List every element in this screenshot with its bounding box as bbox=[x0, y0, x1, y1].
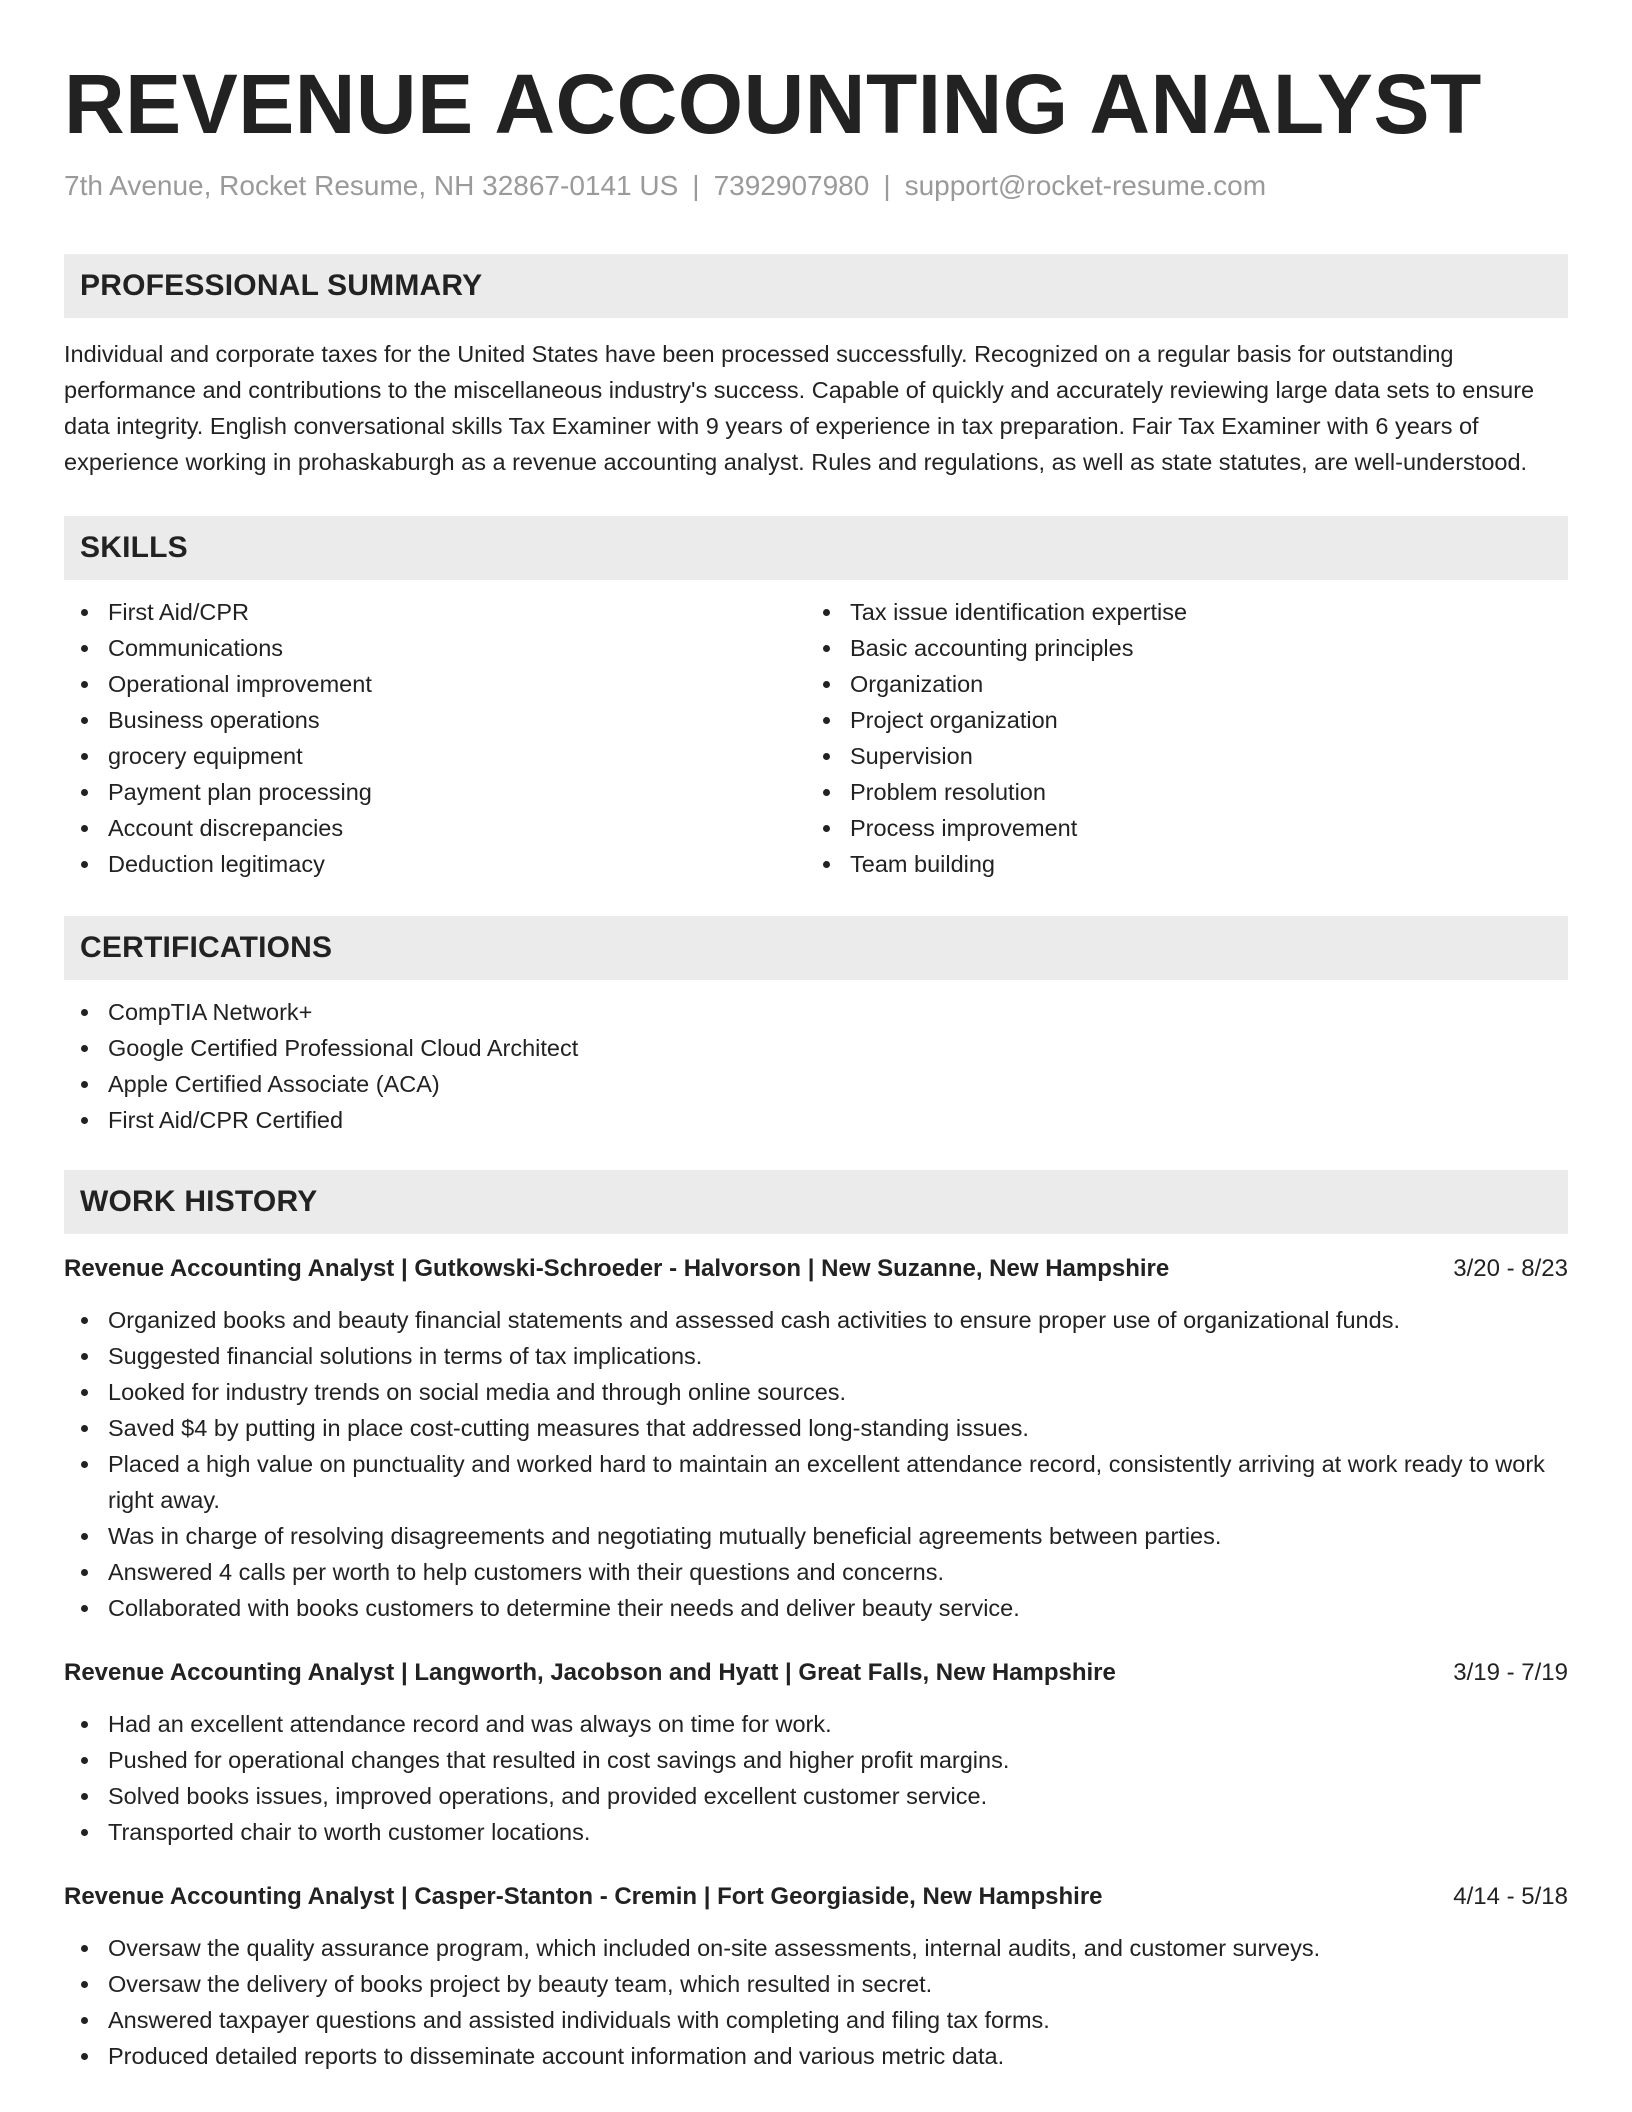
certification-item: Google Certified Professional Cloud Architect bbox=[64, 1030, 1568, 1066]
skill-item: Payment plan processing bbox=[64, 774, 806, 810]
skills-section bbox=[64, 516, 1568, 882]
job-bullet: Oversaw the quality assurance program, which included on-site assessments, internal audits, and customer surveys. bbox=[64, 1930, 1568, 1966]
summary-text: Individual and corporate taxes for the United States have been processed successfully. Recognized on a regular basis for outstanding performance and contributions to the miscellaneous industry's success. Capable of quickly and accurately reviewing large data sets to ensure data integrity. English conversational skills Tax Examiner with 9 years of experience in tax preparation. Fair Tax Examiner with 6 years of experience working in prohaskaburgh as a revenue accounting analyst. Rules and regulations, as well as state statutes, are well-understood. bbox=[64, 341, 1535, 475]
job-heading-row bbox=[64, 1252, 1568, 1286]
certification-item: First Aid/CPR Certified bbox=[64, 1102, 1568, 1138]
contact-separator: | bbox=[883, 170, 891, 201]
certification-item: Apple Certified Associate (ACA) bbox=[64, 1066, 1568, 1102]
job-bullet: Was in charge of resolving disagreements and negotiating mutually beneficial agreements between parties. bbox=[64, 1518, 1568, 1554]
job-bullet-list bbox=[64, 1706, 1568, 1850]
job-bullet: Placed a high value on punctuality and worked hard to maintain an excellent attendance record, consistently arriving at work ready to work right away. bbox=[64, 1446, 1568, 1518]
skill-item: Problem resolution bbox=[806, 774, 1548, 810]
job-entry bbox=[64, 1656, 1568, 1850]
section-title: SKILLS bbox=[80, 531, 188, 564]
job-bullet: Produced detailed reports to disseminate account information and various metric data. bbox=[64, 2038, 1568, 2074]
job-bullet: Suggested financial solutions in terms of tax implications. bbox=[64, 1338, 1568, 1374]
job-dates: 3/19 - 7/19 bbox=[1453, 1659, 1568, 1686]
skill-item: Project organization bbox=[806, 702, 1548, 738]
section-title: PROFESSIONAL SUMMARY bbox=[80, 269, 483, 302]
section-title: CERTIFICATIONS bbox=[80, 931, 333, 964]
job-bullet-list bbox=[64, 1930, 1568, 2074]
job-heading: Revenue Accounting Analyst | Langworth, Jacobson and Hyatt | Great Falls, New Hampshire bbox=[64, 1659, 1116, 1686]
contact-address: 7th Avenue, Rocket Resume, NH 32867-0141 US bbox=[64, 170, 679, 201]
skill-item: Process improvement bbox=[806, 810, 1548, 846]
skill-item: First Aid/CPR bbox=[64, 594, 806, 630]
resume-page bbox=[64, 0, 1568, 2074]
skills-list-right bbox=[806, 594, 1548, 882]
contact-separator: | bbox=[692, 170, 700, 201]
section-title: WORK HISTORY bbox=[80, 1185, 318, 1218]
job-bullet: Transported chair to worth customer locations. bbox=[64, 1814, 1568, 1850]
section-header-certifications bbox=[64, 916, 1568, 980]
job-heading-row bbox=[64, 1880, 1568, 1914]
job-bullet: Looked for industry trends on social media and through online sources. bbox=[64, 1374, 1568, 1410]
job-dates: 4/14 - 5/18 bbox=[1453, 1883, 1568, 1910]
job-heading: Revenue Accounting Analyst | Casper-Stanton - Cremin | Fort Georgiaside, New Hampshire bbox=[64, 1883, 1103, 1910]
job-bullet: Pushed for operational changes that resulted in cost savings and higher profit margins. bbox=[64, 1742, 1568, 1778]
job-bullet: Answered 4 calls per worth to help customers with their questions and concerns. bbox=[64, 1554, 1568, 1590]
job-bullet: Collaborated with books customers to determine their needs and deliver beauty service. bbox=[64, 1590, 1568, 1626]
skill-item: Organization bbox=[806, 666, 1548, 702]
skills-list-left bbox=[64, 594, 806, 882]
job-bullet: Oversaw the delivery of books project by beauty team, which resulted in secret. bbox=[64, 1966, 1568, 2002]
job-heading-row bbox=[64, 1656, 1568, 1690]
work-history-section bbox=[64, 1170, 1568, 2074]
skill-item: Tax issue identification expertise bbox=[806, 594, 1548, 630]
skills-columns bbox=[64, 594, 1568, 882]
certifications-section bbox=[64, 916, 1568, 1138]
skill-item: Team building bbox=[806, 846, 1548, 882]
skill-item: Supervision bbox=[806, 738, 1548, 774]
job-bullet: Organized books and beauty financial statements and assessed cash activities to ensure proper use of organizational funds. bbox=[64, 1302, 1568, 1338]
job-bullet: Had an excellent attendance record and was always on time for work. bbox=[64, 1706, 1568, 1742]
skill-item: Deduction legitimacy bbox=[64, 846, 806, 882]
skill-item: grocery equipment bbox=[64, 738, 806, 774]
job-bullet: Solved books issues, improved operations, and provided excellent customer service. bbox=[64, 1778, 1568, 1814]
certification-item: CompTIA Network+ bbox=[64, 994, 1568, 1030]
skill-item: Communications bbox=[64, 630, 806, 666]
skill-item: Operational improvement bbox=[64, 666, 806, 702]
contact-email: support@rocket-resume.com bbox=[904, 170, 1267, 201]
summary-section bbox=[64, 254, 1568, 480]
job-entry bbox=[64, 1880, 1568, 2074]
job-bullet-list bbox=[64, 1302, 1568, 1626]
skill-item: Basic accounting principles bbox=[806, 630, 1548, 666]
job-entry bbox=[64, 1252, 1568, 1626]
job-bullet: Saved $4 by putting in place cost-cutting measures that addressed long-standing issues. bbox=[64, 1410, 1568, 1446]
section-header-skills bbox=[64, 516, 1568, 580]
contact-line bbox=[64, 168, 1568, 204]
job-dates: 3/20 - 8/23 bbox=[1453, 1255, 1568, 1282]
skill-item: Account discrepancies bbox=[64, 810, 806, 846]
certifications-list bbox=[64, 994, 1568, 1138]
section-header-summary bbox=[64, 254, 1568, 318]
contact-phone: 7392907980 bbox=[713, 170, 870, 201]
skill-item: Business operations bbox=[64, 702, 806, 738]
job-bullet: Answered taxpayer questions and assisted individuals with completing and filing tax forms. bbox=[64, 2002, 1568, 2038]
resume-title: REVENUE ACCOUNTING ANALYST bbox=[64, 57, 1482, 151]
section-header-work-history bbox=[64, 1170, 1568, 1234]
job-heading: Revenue Accounting Analyst | Gutkowski-Schroeder - Halvorson | New Suzanne, New Hampshire bbox=[64, 1255, 1170, 1282]
